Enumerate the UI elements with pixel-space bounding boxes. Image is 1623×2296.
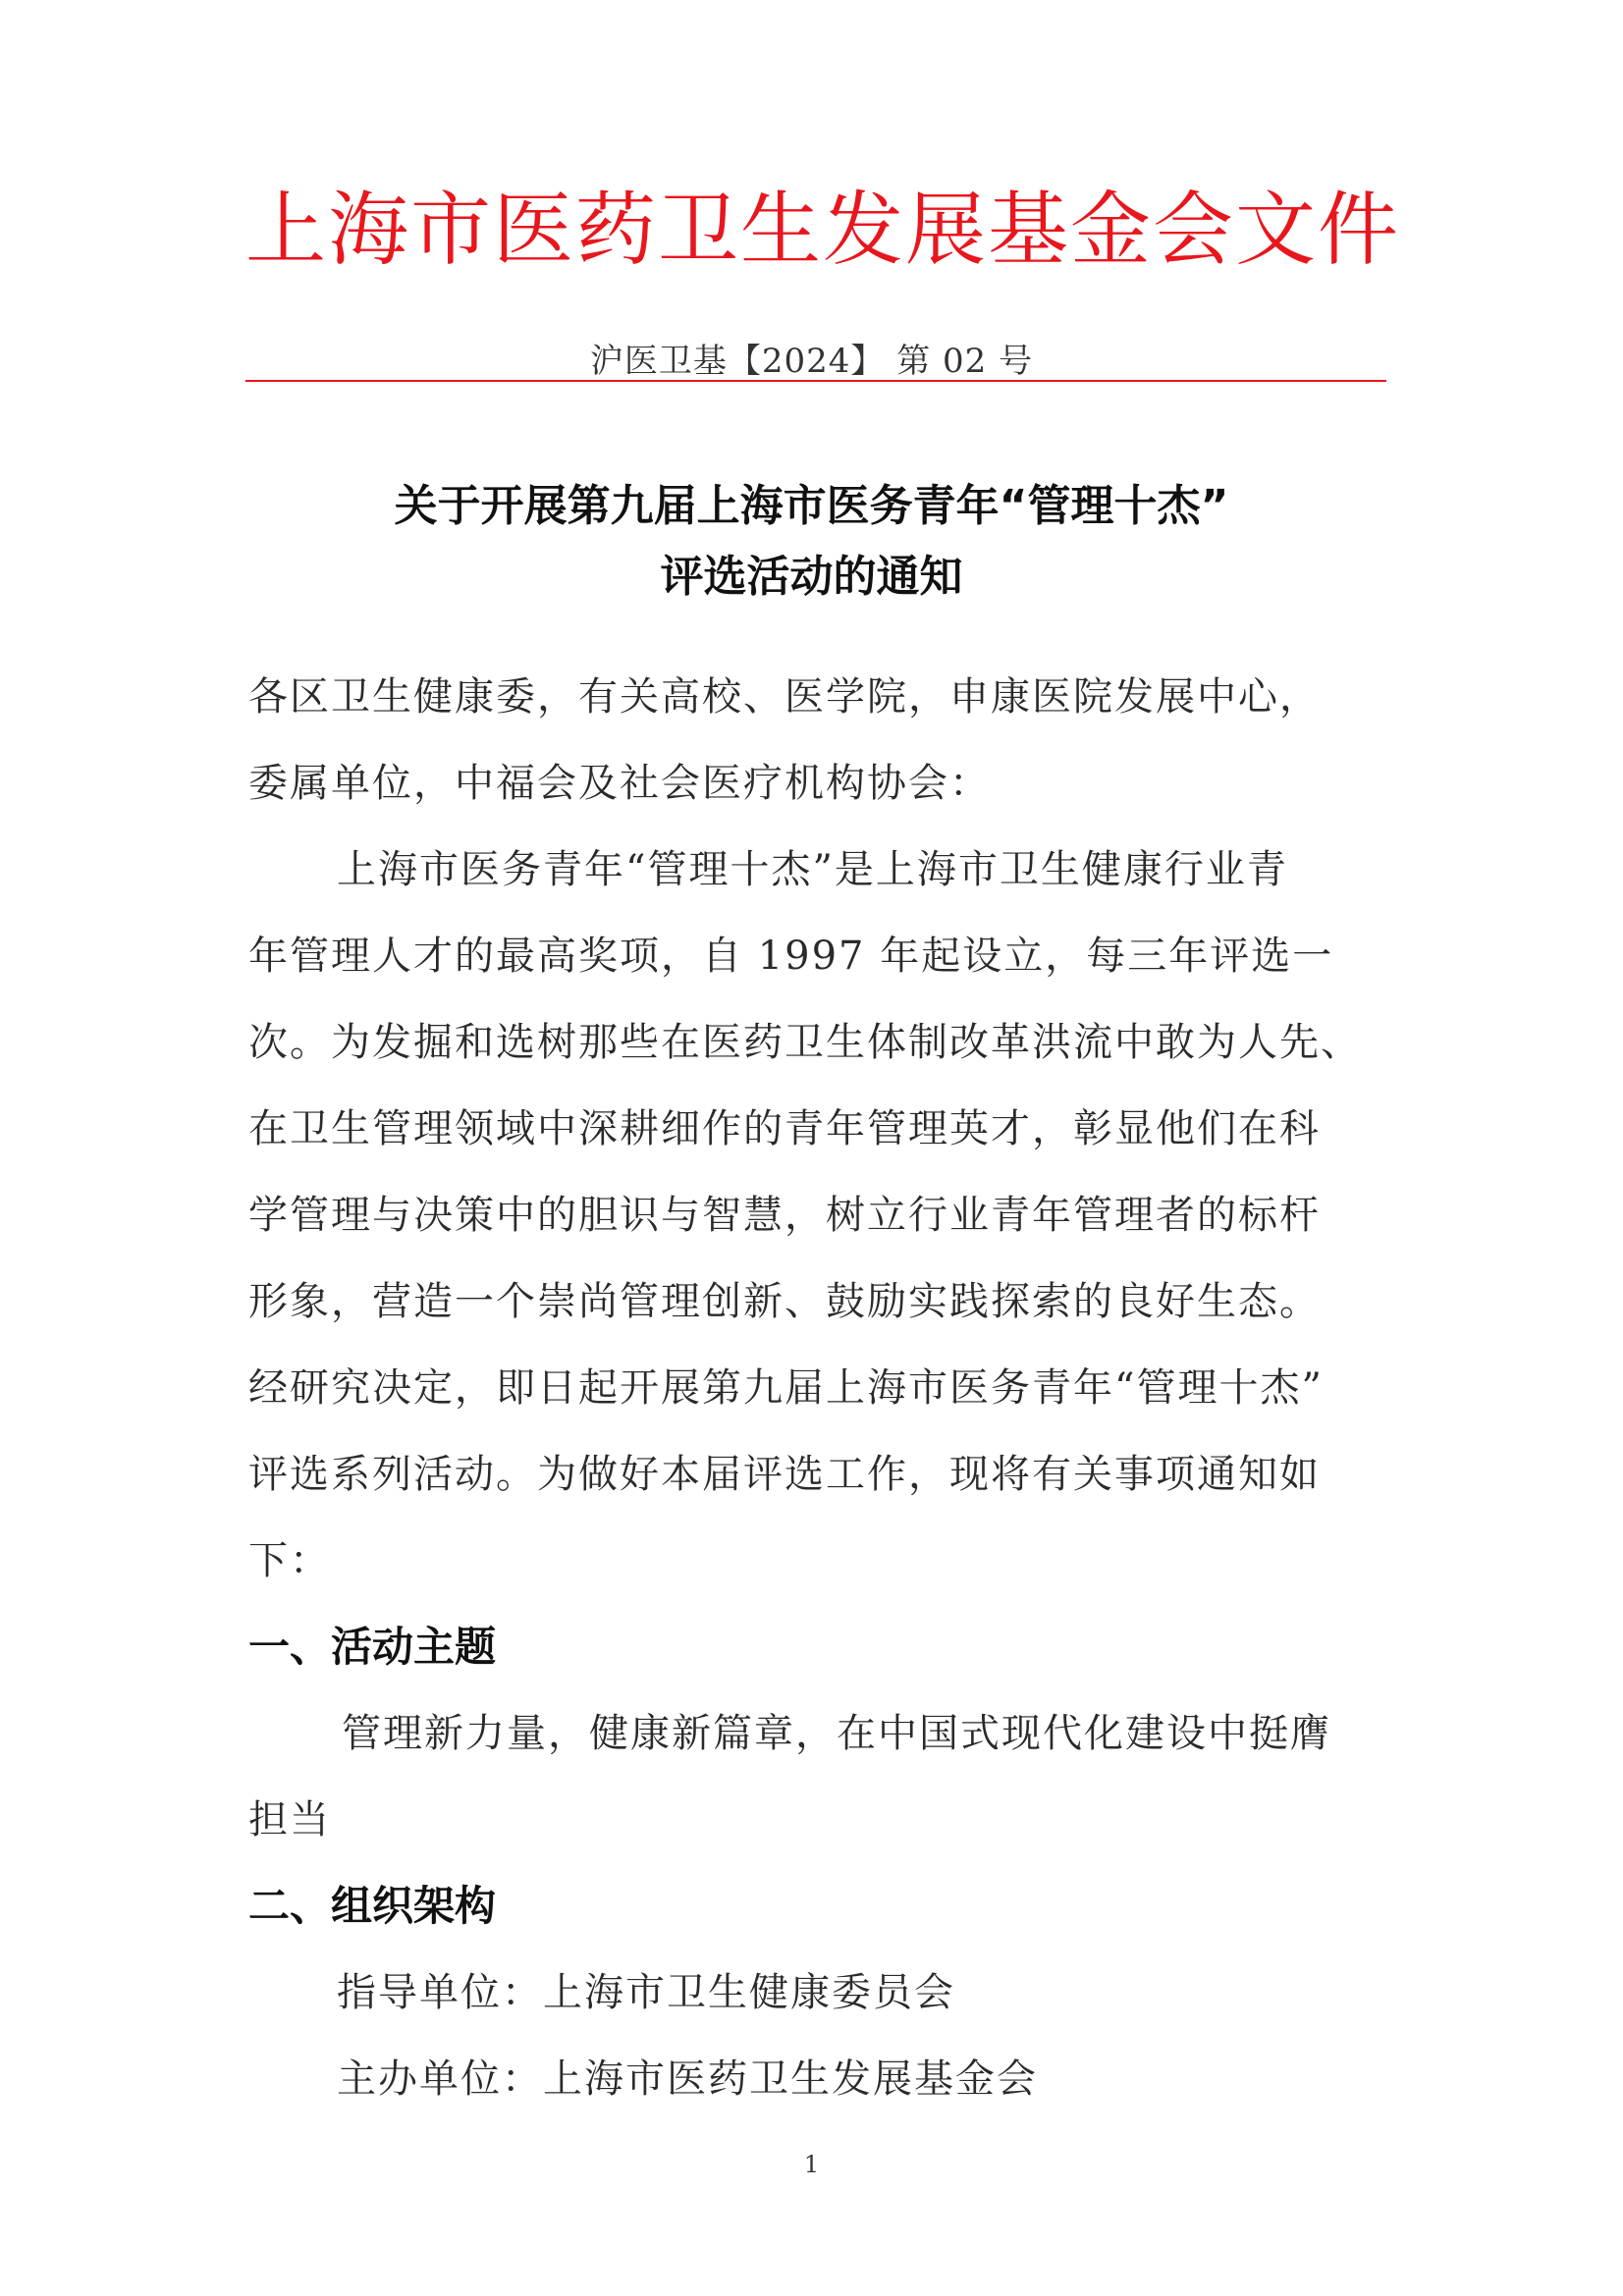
notice-title	[245, 471, 1378, 613]
intro-line-5: 学管理与决策中的胆识与智慧，树立行业青年管理者的标杆	[248, 1193, 1321, 1238]
host-unit-line: 主办单位：上海市医药卫生发展基金会	[337, 2056, 1038, 2102]
intro-line-2: 年管理人才的最高奖项，自 1997 年起设立，每三年评选一	[248, 934, 1334, 979]
red-divider-line	[245, 380, 1386, 382]
intro-line-1: 上海市医务青年“管理十杰”是上海市卫生健康行业青	[337, 847, 1288, 892]
intro-line-4: 在卫生管理领域中深耕细作的青年管理英才，彰显他们在科	[248, 1106, 1321, 1151]
notice-title-line-1: 关于开展第九届上海市医务青年“管理十杰”	[394, 481, 1229, 531]
notice-title-line-2: 评选活动的通知	[660, 552, 963, 602]
intro-line-7: 经研究决定，即日起开展第九届上海市医务青年“管理十杰”	[248, 1365, 1324, 1411]
document-number: 沪医卫基【2024】 第 02 号	[589, 342, 1034, 381]
intro-line-9: 下：	[248, 1538, 331, 1583]
org-file-title: 上海市医药卫生发展基金会文件	[245, 184, 1401, 277]
page-number: 1	[803, 2151, 820, 2178]
intro-line-8: 评选系列活动。为做好本届评选工作，现将有关事项通知如	[248, 1452, 1321, 1497]
section-heading-organization: 二、组织架构	[248, 1882, 497, 1930]
intro-line-3: 次。为发掘和选树那些在医药卫生体制改革洪流中敢为人先、	[248, 1020, 1362, 1065]
section-heading-theme: 一、活动主题	[248, 1623, 497, 1671]
recipients-line-2: 委属单位，中福会及社会医疗机构协会：	[248, 761, 991, 806]
intro-line-6: 形象，营造一个崇尚管理创新、鼓励实践探索的良好生态。	[248, 1279, 1321, 1324]
theme-line-2: 担当	[248, 1797, 331, 1842]
theme-line-1: 管理新力量，健康新篇章，在中国式现代化建设中挺膺	[342, 1711, 1331, 1756]
recipients-line-1: 各区卫生健康委，有关高校、医学院，申康医院发展中心，	[248, 674, 1321, 720]
guiding-unit-line: 指导单位：上海市卫生健康委员会	[337, 1970, 955, 2015]
